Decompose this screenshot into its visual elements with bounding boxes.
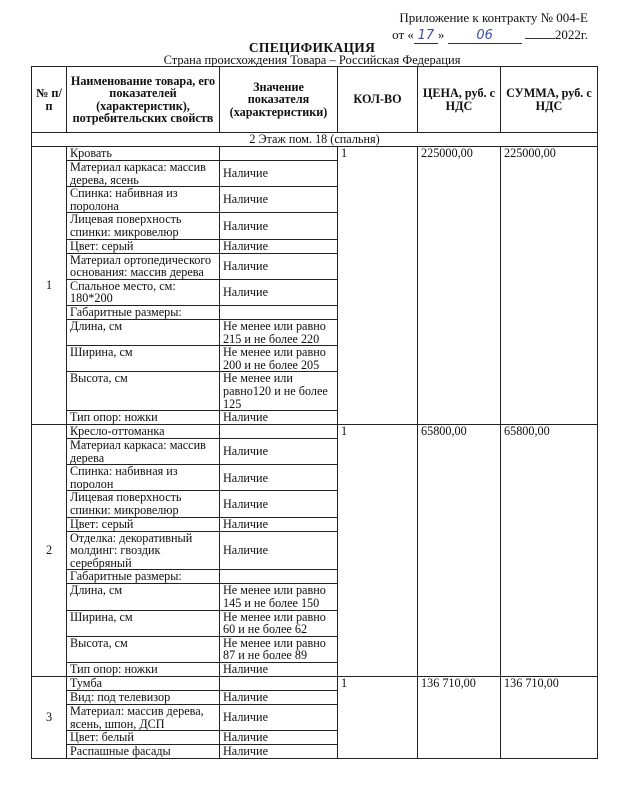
item-name: Кровать — [67, 147, 220, 161]
item-qty: 1 — [338, 147, 418, 425]
characteristic-value: Не менее или равно 200 и не более 205 — [220, 346, 338, 372]
specification-table — [31, 66, 598, 759]
table-header-row — [32, 67, 598, 133]
item-price: 65800,00 — [418, 425, 501, 677]
characteristic-name: Габаритные размеры: — [67, 305, 220, 319]
item-qty: 1 — [338, 425, 418, 677]
section-title: 2 Этаж пом. 18 (спальня) — [32, 133, 598, 147]
item-price: 225000,00 — [418, 147, 501, 425]
characteristic-value: Наличие — [220, 465, 338, 491]
characteristic-name: Длина, см — [67, 319, 220, 345]
characteristic-value — [220, 305, 338, 319]
item-sum: 225000,00 — [501, 147, 598, 425]
characteristic-value: Не менее или равно 215 и не более 220 — [220, 319, 338, 345]
characteristic-name: Цвет: белый — [67, 731, 220, 745]
characteristic-value — [220, 570, 338, 584]
characteristic-name: Цвет: серый — [67, 239, 220, 253]
characteristic-name: Ширина, см — [67, 610, 220, 636]
characteristic-value: Наличие — [220, 239, 338, 253]
date-year: 2022г. — [554, 27, 588, 42]
document-title: СПЕЦИФИКАЦИЯ — [248, 40, 376, 55]
characteristic-value: Наличие — [220, 161, 338, 187]
characteristic-name: Лицевая поверхность спинки: микровелюр — [67, 213, 220, 239]
item-value-empty — [220, 425, 338, 439]
item-name: Кресло-оттоманка — [67, 425, 220, 439]
characteristic-name: Отделка: декоративный молдинг: гвоздик серебряный — [67, 531, 220, 570]
characteristic-name: Тип опор: ножки — [67, 411, 220, 425]
characteristic-value: Наличие — [220, 213, 338, 239]
characteristic-name: Тип опор: ножки — [67, 663, 220, 677]
col-header-qty: КОЛ-ВО — [338, 67, 418, 133]
characteristic-value: Не менее или равно 60 и не более 62 — [220, 610, 338, 636]
item-qty: 1 — [338, 677, 418, 759]
characteristic-value: Наличие — [220, 691, 338, 705]
characteristic-name: Ширина, см — [67, 346, 220, 372]
appendix-line: Приложение к контракту № 004-Е — [399, 10, 588, 25]
date-month: 06 — [448, 28, 522, 44]
col-header-name: Наименование товара, его показателей (характеристик), потребительских свойств — [67, 67, 220, 133]
date-prefix: от « — [392, 27, 414, 42]
item-number: 2 — [32, 425, 67, 677]
item-row — [32, 147, 598, 161]
characteristic-name: Габаритные размеры: — [67, 570, 220, 584]
characteristic-value: Наличие — [220, 731, 338, 745]
characteristic-value: Наличие — [220, 745, 338, 759]
characteristic-value: Не менее или равно120 и не более 125 — [220, 372, 338, 411]
characteristic-value: Наличие — [220, 491, 338, 517]
characteristic-name: Вид: под телевизор — [67, 691, 220, 705]
characteristic-value: Наличие — [220, 517, 338, 531]
col-header-value: Значение показателя (характеристики) — [220, 67, 338, 133]
item-value-empty — [220, 677, 338, 691]
item-sum: 136 710,00 — [501, 677, 598, 759]
characteristic-value: Наличие — [220, 279, 338, 305]
characteristic-name: Длина, см — [67, 584, 220, 610]
characteristic-value: Наличие — [220, 531, 338, 570]
characteristic-value: Наличие — [220, 705, 338, 731]
characteristic-name: Материал: массив дерева, ясень, шпон, ДСП — [67, 705, 220, 731]
characteristic-name: Спинка: набивная из поролона — [67, 187, 220, 213]
characteristic-value: Наличие — [220, 253, 338, 279]
characteristic-name: Материал каркаса: массив дерева, ясень — [67, 161, 220, 187]
date-day: 17 — [414, 28, 438, 44]
col-header-num: № п/п — [32, 67, 67, 133]
characteristic-value: Наличие — [220, 187, 338, 213]
section-row — [32, 133, 598, 147]
characteristic-name: Спальное место, см: 180*200 — [67, 279, 220, 305]
date-year-blank — [525, 38, 555, 39]
characteristic-value: Не менее или равно 87 и не более 89 — [220, 636, 338, 662]
item-value-empty — [220, 147, 338, 161]
characteristic-name: Цвет: серый — [67, 517, 220, 531]
characteristic-value: Наличие — [220, 411, 338, 425]
item-row — [32, 677, 598, 691]
item-row — [32, 425, 598, 439]
item-sum: 65800,00 — [501, 425, 598, 677]
col-header-price: ЦЕНА, руб. с НДС — [418, 67, 501, 133]
characteristic-value: Наличие — [220, 663, 338, 677]
characteristic-name: Материал каркаса: массив дерева — [67, 439, 220, 465]
characteristic-name: Высота, см — [67, 372, 220, 411]
characteristic-name: Распашные фасады — [67, 745, 220, 759]
characteristic-name: Материал ортопедического основания: массив дерева — [67, 253, 220, 279]
col-header-sum: СУММА, руб. с НДС — [501, 67, 598, 133]
document-subtitle: Страна происхождения Товара – Российская Федерация — [163, 53, 461, 67]
date-mid: » — [437, 27, 445, 42]
item-name: Тумба — [67, 677, 220, 691]
item-price: 136 710,00 — [418, 677, 501, 759]
characteristic-value: Не менее или равно 145 и не более 150 — [220, 584, 338, 610]
item-number: 3 — [32, 677, 67, 759]
characteristic-value: Наличие — [220, 439, 338, 465]
characteristic-name: Высота, см — [67, 636, 220, 662]
characteristic-name: Лицевая поверхность спинки: микровелюр — [67, 491, 220, 517]
item-number: 1 — [32, 147, 67, 425]
characteristic-name: Спинка: набивная из поролон — [67, 465, 220, 491]
